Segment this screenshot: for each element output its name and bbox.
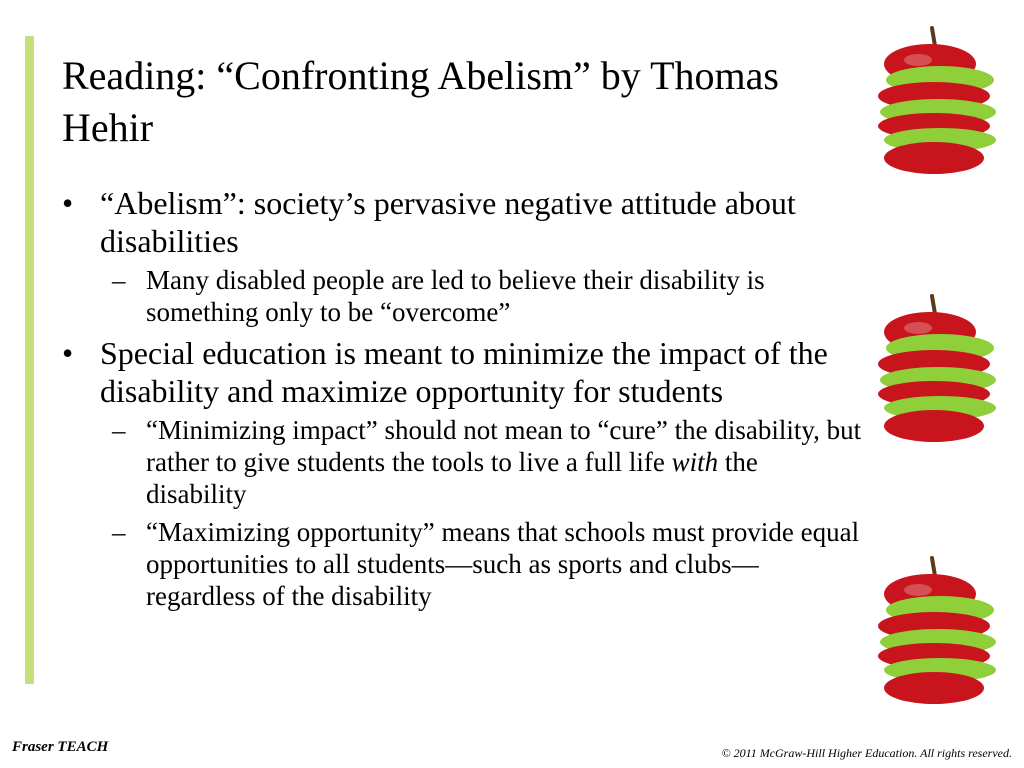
accent-bar — [25, 36, 34, 684]
bullet-text: “Abelism”: society’s pervasive negative attitude about disabilities — [100, 185, 796, 259]
slide-title: Reading: “Confronting Abelism” by Thomas Hehir — [62, 53, 779, 150]
sliced-apple-icon — [868, 550, 1008, 710]
bullet-special-education — [62, 334, 862, 410]
sub-bullet-text-emphasis: with — [671, 447, 719, 477]
sub-bullet-marker: – — [112, 415, 126, 445]
sliced-apple-icon — [868, 20, 1008, 180]
bullet-marker: • — [62, 335, 74, 371]
sub-bullet-marker: – — [112, 517, 126, 547]
sub-bullet-maximizing-opportunity — [62, 516, 862, 612]
sub-bullet-text-before: “Minimizing impact” should not mean to “cure” the disability, but rather to give students the tools to live a full life — [146, 415, 862, 477]
sliced-apple-icon — [868, 288, 1008, 448]
bullet-marker: • — [62, 185, 74, 221]
sub-bullet-marker: – — [112, 265, 126, 295]
sub-bullet-text: Many disabled people are led to believe their disability is something only to be “overcome” — [146, 265, 765, 327]
slide-body — [62, 184, 862, 618]
bullet-text: Special education is meant to minimize the impact of the disability and maximize opportunity for students — [100, 335, 828, 409]
sub-bullet-text: “Maximizing opportunity” means that schools must provide equal opportunities to all students—such as sports and clubs—regardless of the disability — [146, 517, 860, 611]
sub-bullet-minimizing-impact — [62, 414, 862, 510]
apple-image-column — [868, 20, 1008, 720]
sub-bullet-overcome — [62, 264, 862, 328]
footer-copyright: © 2011 McGraw-Hill Higher Education. All rights reserved. — [721, 746, 1012, 760]
footer-course-name: Fraser TEACH — [12, 739, 109, 755]
bullet-abelism — [62, 184, 862, 260]
sub-bullet-text-after: the disability — [146, 447, 758, 509]
